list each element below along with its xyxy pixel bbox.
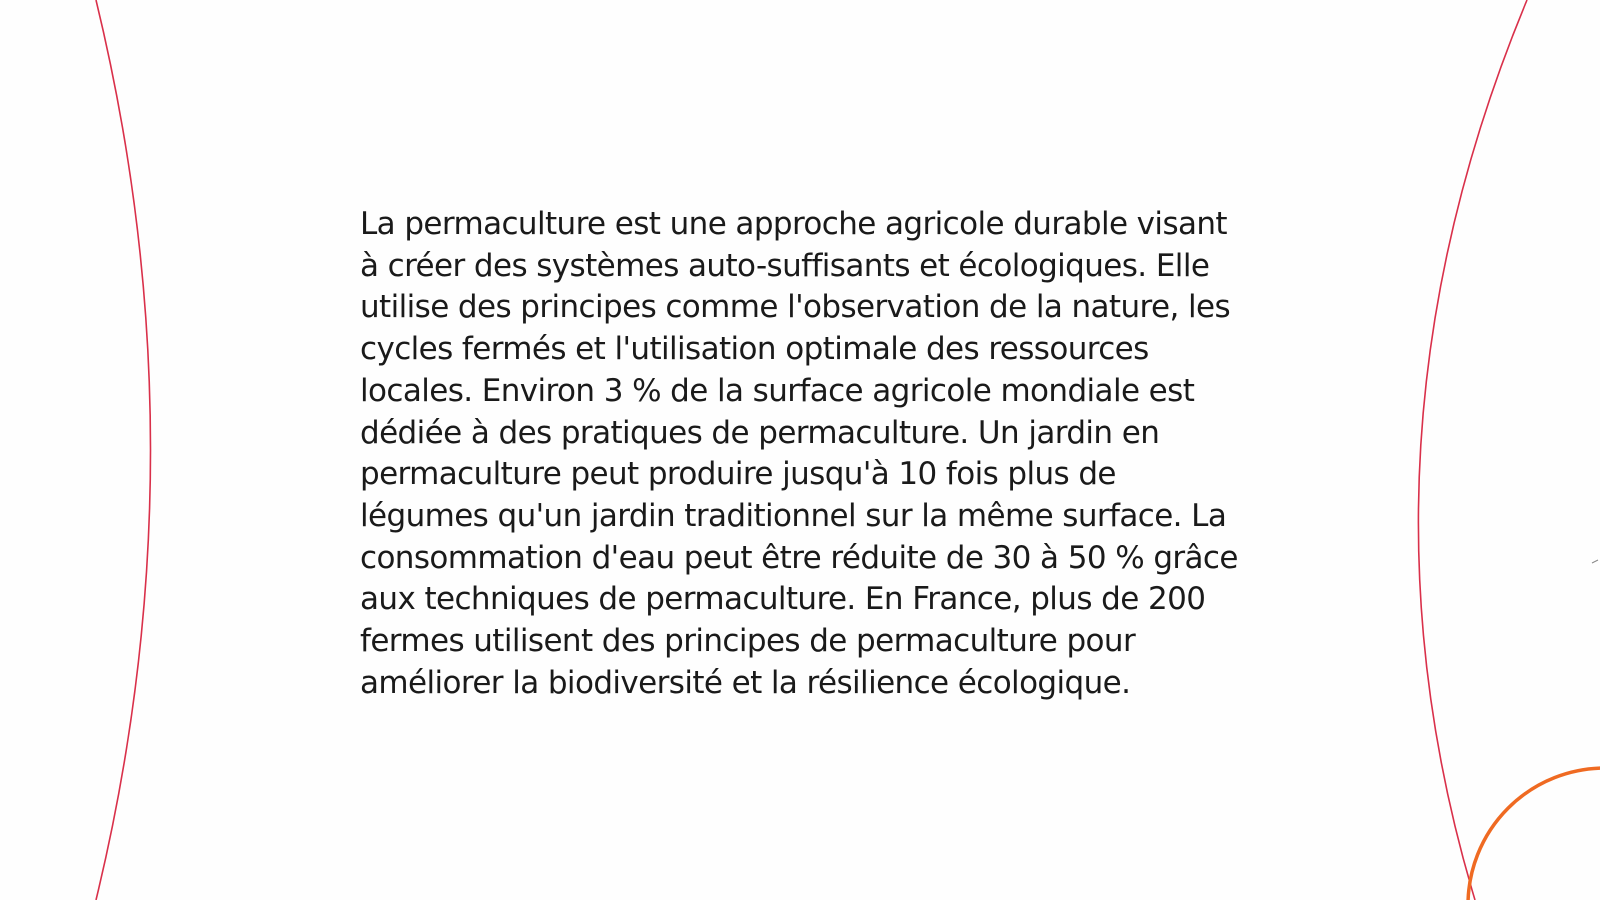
right-edge-tick (1592, 560, 1598, 563)
accent-ring (1468, 768, 1600, 900)
left-arc-line (96, 0, 151, 900)
right-arc-line (1418, 0, 1527, 900)
body-paragraph: La permaculture est une approche agricole durable visant à créer des systèmes auto-suffisants et écologiques. Elle utilise des principes comme l'observation de la nature, les cycles fermés et l'utilisation optimale des ressources locales. Environ 3 % de la surface agricole mondiale est dédiée à des pratiques de permaculture. Un jardin en permaculture peut produire jusqu'à 10 fois plus de légumes qu'un jardin traditionnel sur la même surface. La consommation d'eau peut être réduite de 30 à 50 % grâce aux techniques de permaculture. En France, plus de 200 fermes utilisent des principes de permaculture pour améliorer la biodiversité et la résilience écologique. (360, 206, 1238, 701)
